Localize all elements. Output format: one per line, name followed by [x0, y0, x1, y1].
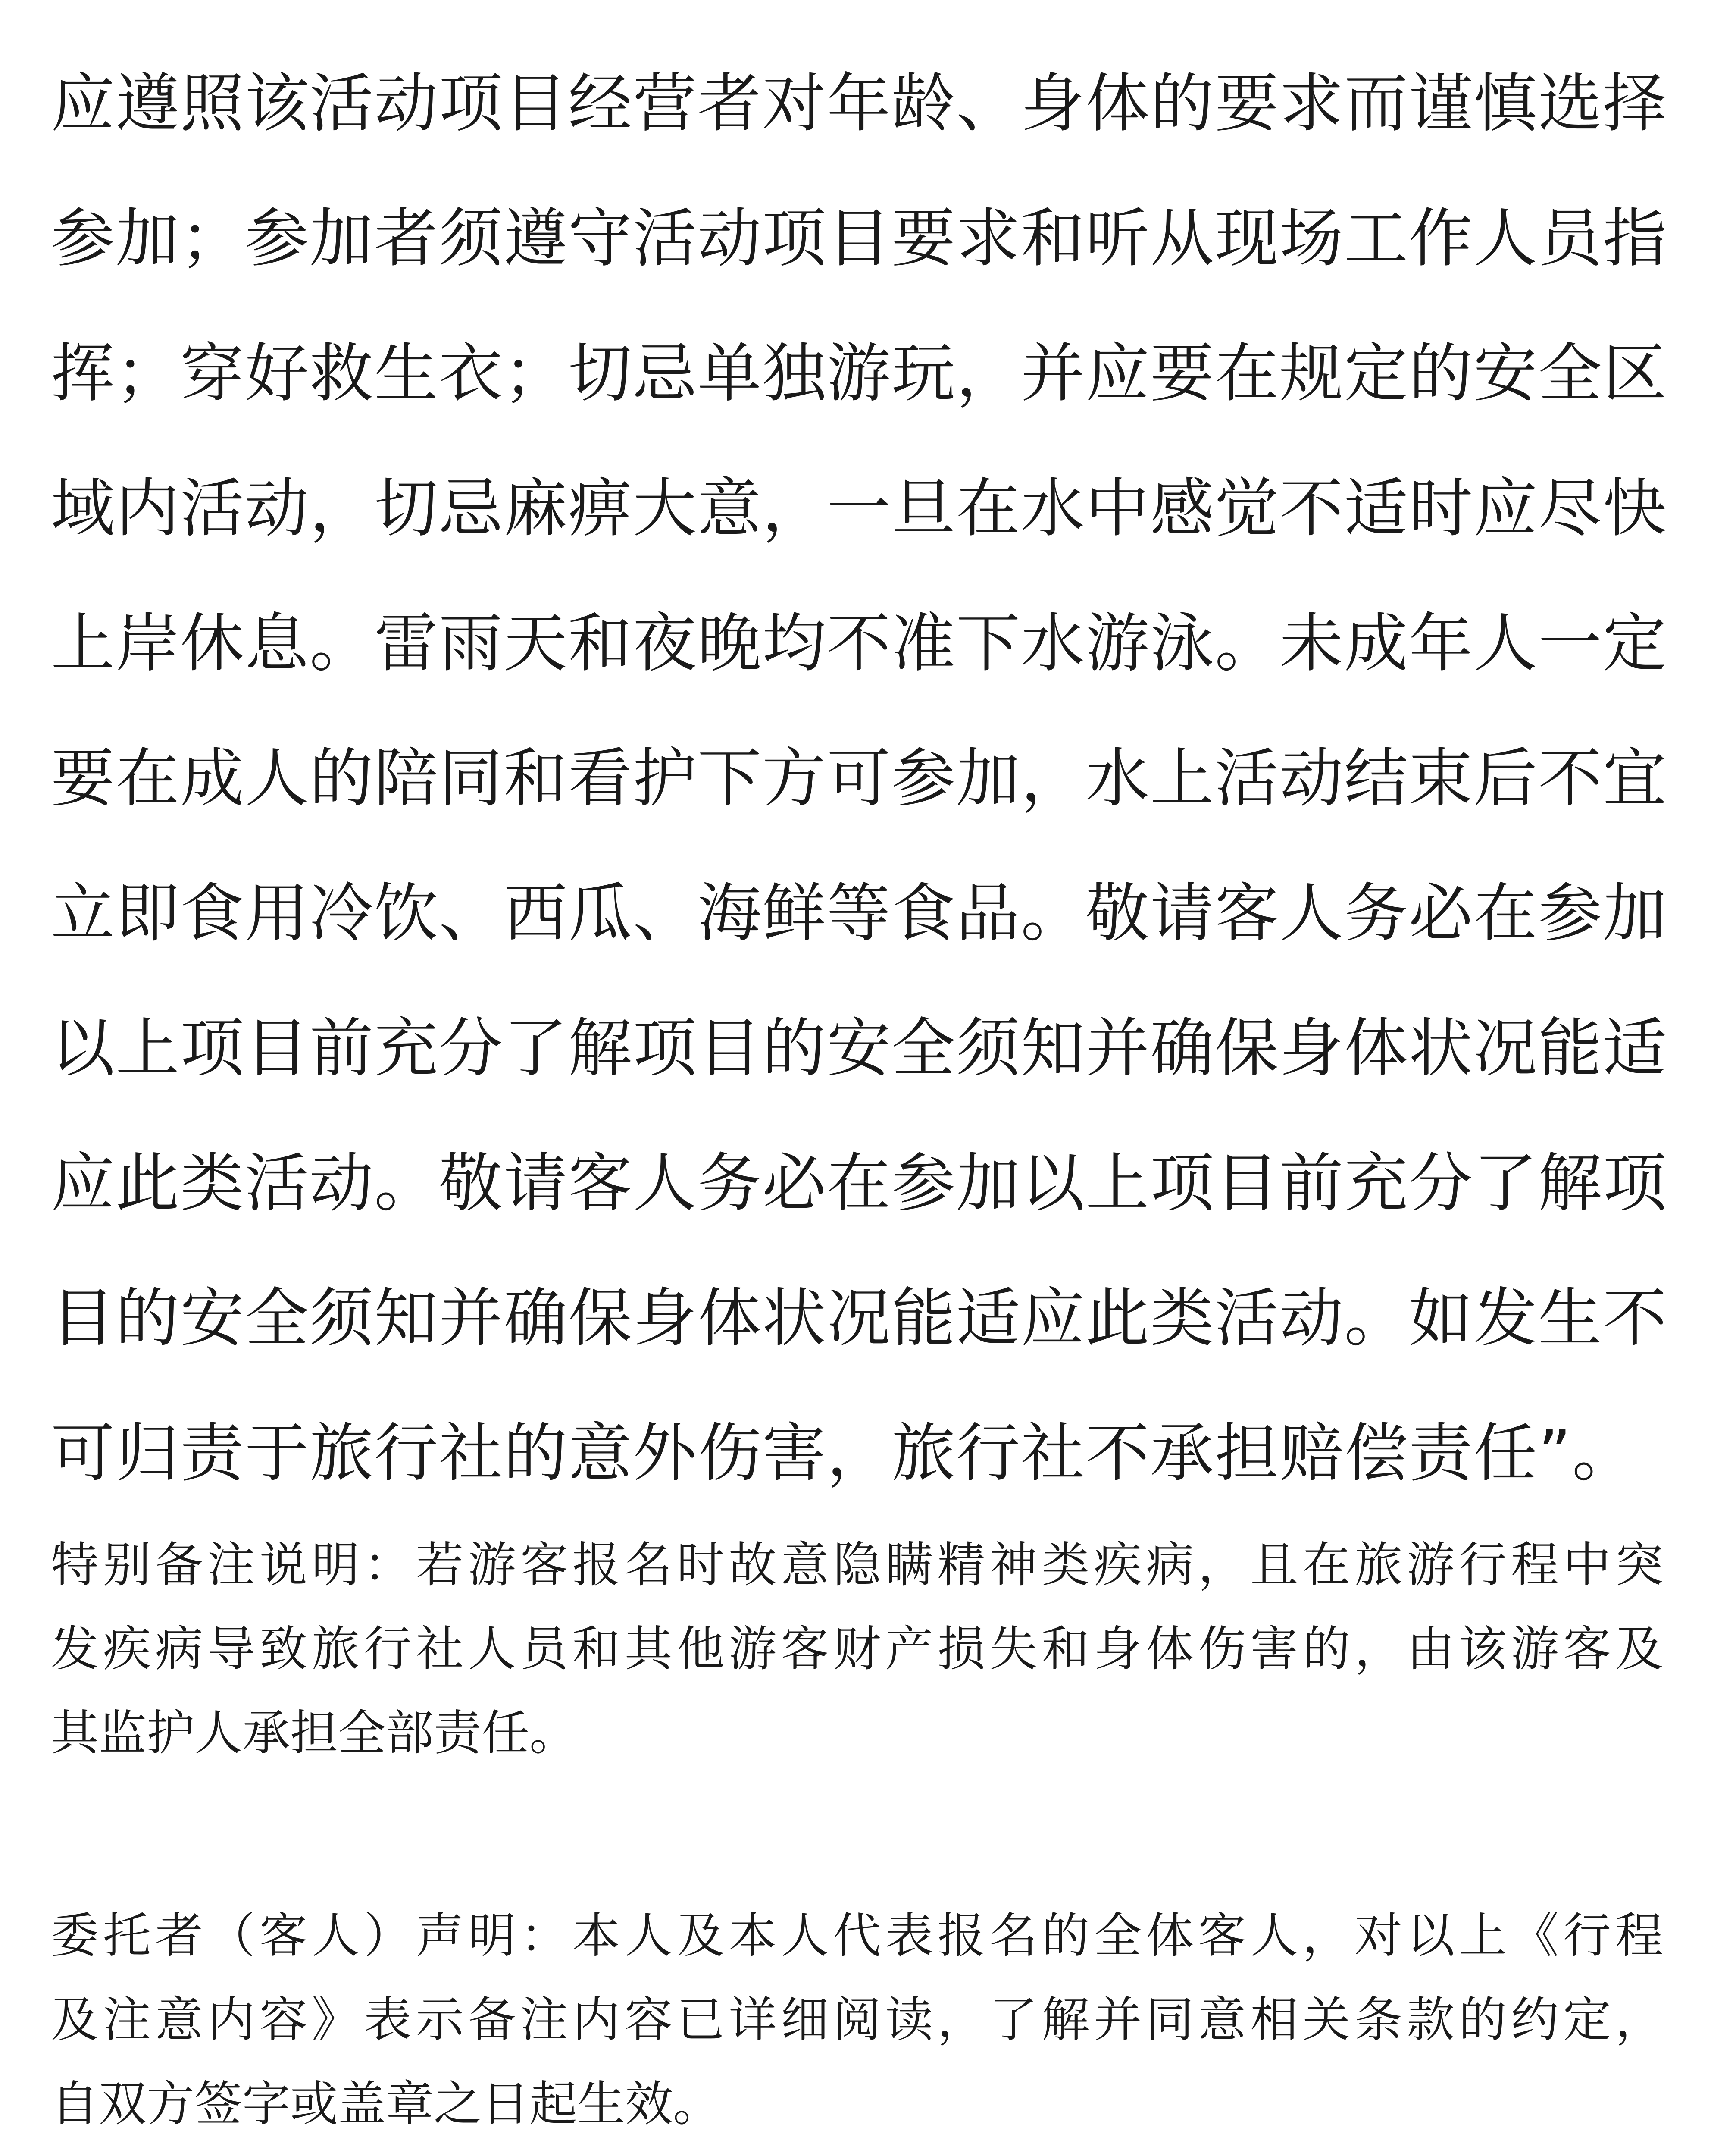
body-line: 应遵照该活动项目经营者对年龄、身体的要求而谨慎选择 — [51, 66, 1667, 141]
special-note-line: 其监护人承担全部责任。 — [51, 1705, 578, 1761]
body-line: 上岸休息。雷雨天和夜晚均不准下水游泳。未成年人一定 — [51, 606, 1667, 680]
body-line: 以上项目前充分了解项目的安全须知并确保身体状况能适 — [51, 1011, 1667, 1085]
declaration-line: 委托者（客人）声明：本人及本人代表报名的全体客人，对以上《行程 — [51, 1908, 1663, 1964]
declaration-line: 自双方签字或盖章之日起生效。 — [51, 2076, 721, 2132]
special-note-line: 发疾病导致旅行社人员和其他游客财产损失和身体伤害的，由该游客及 — [51, 1621, 1663, 1677]
body-line: 目的安全须知并确保身体状况能适应此类活动。如发生不 — [51, 1281, 1667, 1355]
body-line: 应此类活动。敬请客人务必在参加以上项目前充分了解项 — [51, 1146, 1667, 1220]
special-note-line: 特别备注说明：若游客报名时故意隐瞒精神类疾病，且在旅游行程中突 — [51, 1537, 1663, 1593]
body-line: 要在成人的陪同和看护下方可参加，水上活动结束后不宜 — [51, 741, 1667, 815]
body-line: 参加；参加者须遵守活动项目要求和听从现场工作人员指 — [51, 201, 1667, 276]
body-line: 域内活动，切忌麻痹大意，一旦在水中感觉不适时应尽快 — [51, 471, 1667, 545]
body-line: 可归责于旅行社的意外伤害，旅行社不承担赔偿责任”。 — [51, 1416, 1637, 1490]
body-line: 挥；穿好救生衣；切忌单独游玩，并应要在规定的安全区 — [51, 336, 1667, 411]
body-line: 立即食用冷饮、西瓜、海鲜等食品。敬请客人务必在参加 — [51, 876, 1667, 950]
declaration-line: 及注意内容》表示备注内容已详细阅读，了解并同意相关条款的约定， — [51, 1992, 1663, 2048]
